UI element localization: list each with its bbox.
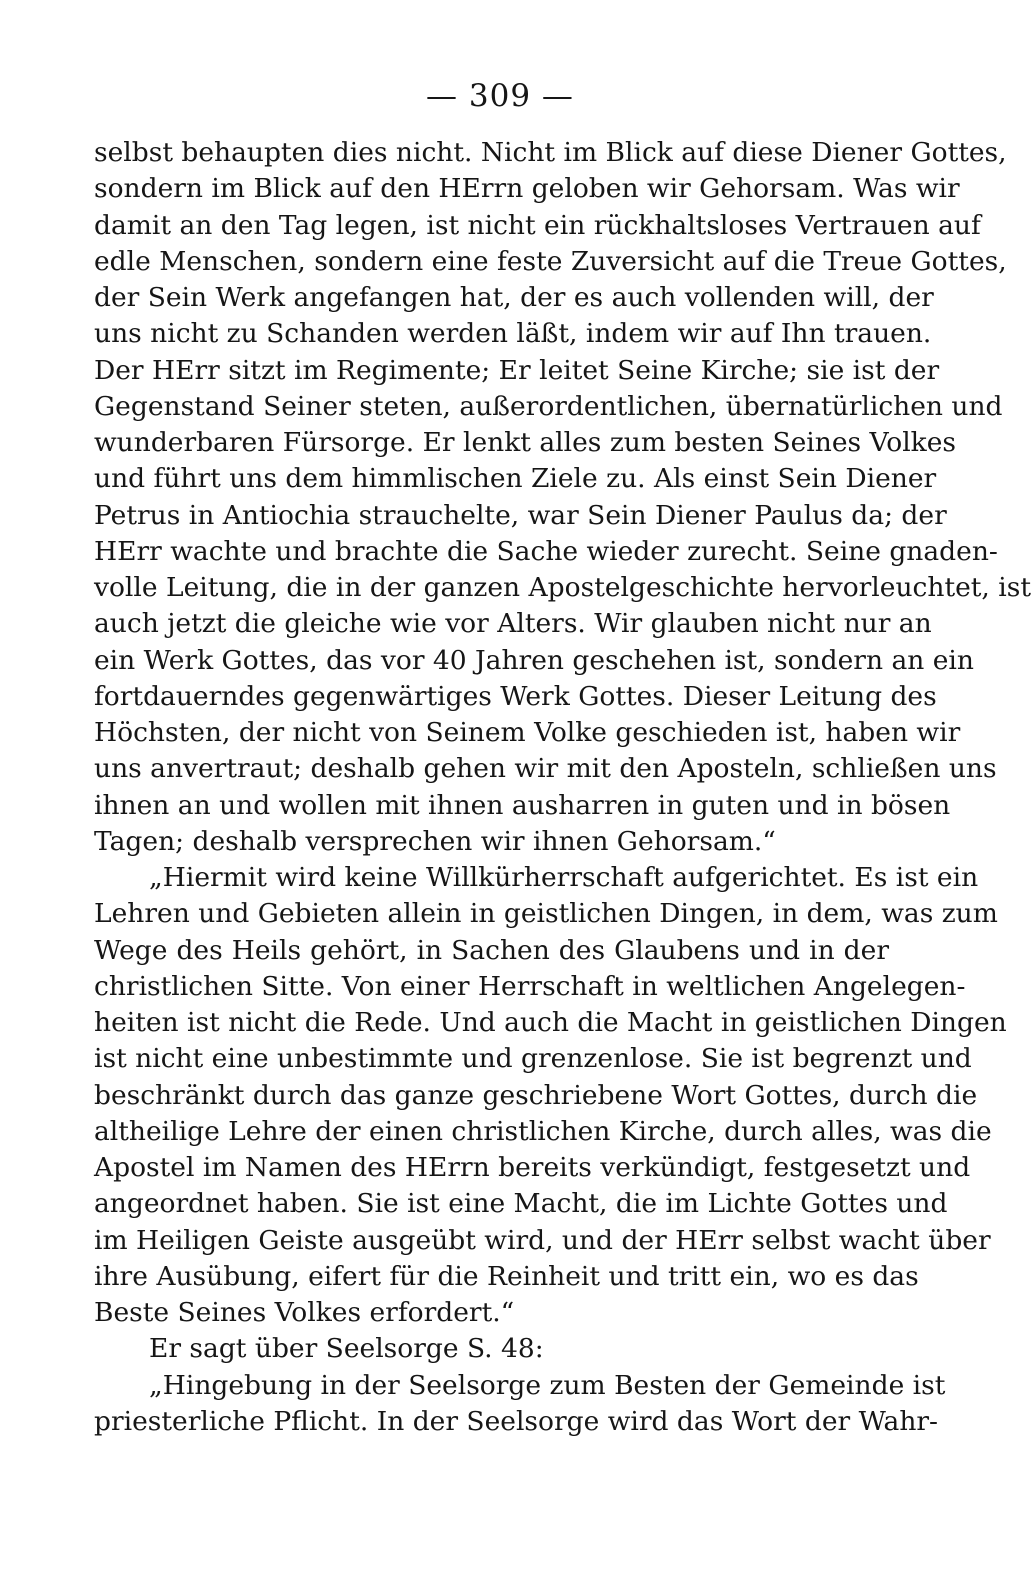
text-line: heiten ist nicht die Rede. Und auch die Macht in geistlichen Dingen	[94, 1007, 1007, 1038]
text-line: Tagen; deshalb versprechen wir ihnen Gehorsam.“	[94, 825, 776, 857]
text-line: auch jetzt die gleiche wie vor Alters. Wir glauben nicht nur an	[94, 608, 932, 640]
text-line: Der HErr sitzt im Regimente; Er leitet Seine Kirche; sie ist der	[94, 354, 940, 386]
text-line: ihre Ausübung, eifert für die Reinheit und tritt ein, wo es das	[94, 1260, 919, 1292]
text-line: damit an den Tag legen, ist nicht ein rückhaltsloses Vertrauen auf	[94, 209, 981, 241]
text-line: ihnen an und wollen mit ihnen ausharren in guten und in bösen	[94, 789, 951, 821]
text-line: uns nicht zu Schanden werden läßt, indem wir auf Ihn trauen.	[94, 318, 932, 350]
text-line: Höchsten, der nicht von Seinem Volke geschieden ist, haben wir	[94, 717, 961, 748]
text-line: Gegenstand Seiner steten, außerordentlichen, übernatürlichen und	[94, 390, 1003, 422]
text-line: Wege des Heils gehört, in Sachen des Glaubens und in der	[94, 934, 889, 966]
text-line: „Hingebung in der Seelsorge zum Besten der Gemeinde ist	[149, 1369, 946, 1401]
text-line: beschränkt durch das ganze geschriebene Wort Gottes, durch die	[94, 1079, 978, 1111]
text-line: altheilige Lehre der einen christlichen Kirche, durch alles, was die	[94, 1115, 992, 1147]
text-line: edle Menschen, sondern eine feste Zuversicht auf die Treue Gottes,	[94, 245, 1007, 277]
text-line: ein Werk Gottes, das vor 40 Jahren geschehen ist, sondern an ein	[94, 644, 974, 676]
text-line: fortdauerndes gegenwärtiges Werk Gottes. Dieser Leitung des	[94, 680, 937, 712]
text-line: wunderbaren Fürsorge. Er lenkt alles zum besten Seines Volkes	[94, 427, 957, 458]
text-line: Apostel im Namen des HErrn bereits verkündigt, festgesetzt und	[94, 1152, 971, 1183]
text-line: Beste Seines Volkes erfordert.“	[94, 1297, 515, 1328]
text-line: „Hiermit wird keine Willkürherrschaft aufgerichtet. Es ist ein	[149, 862, 979, 893]
text-line: der Sein Werk angefangen hat, der es auch vollenden will, der	[94, 282, 934, 313]
text-line: HErr wachte und brachte die Sache wieder zurecht. Seine gnaden-	[94, 535, 998, 567]
text-line: angeordnet haben. Sie ist eine Macht, die im Lichte Gottes und	[94, 1188, 948, 1220]
text-line: selbst behaupten dies nicht. Nicht im Blick auf diese Diener Gottes,	[94, 137, 1007, 168]
text-line: und führt uns dem himmlischen Ziele zu. Als einst Sein Diener	[94, 463, 937, 495]
text-line: priesterliche Pflicht. In der Seelsorge wird das Wort der Wahr-	[94, 1405, 939, 1437]
text-line: Lehren und Gebieten allein in geistlichen Dingen, in dem, was zum	[94, 898, 998, 930]
text-line: Er sagt über Seelsorge S. 48:	[149, 1333, 544, 1365]
text-line: ist nicht eine unbestimmte und grenzenlose. Sie ist begrenzt und	[94, 1043, 972, 1075]
text-line: uns anvertraut; deshalb gehen wir mit den Aposteln, schließen uns	[94, 753, 997, 785]
body-text	[94, 135, 1031, 1440]
text-line: sondern im Blick auf den HErrn geloben wir Gehorsam. Was wir	[94, 173, 960, 205]
text-line: christlichen Sitte. Von einer Herrschaft in weltlichen Angelegen-	[94, 970, 966, 1002]
text-line: Petrus in Antiochia strauchelte, war Sein Diener Paulus da; der	[94, 499, 947, 531]
text-line: im Heiligen Geiste ausgeübt wird, und der HErr selbst wacht über	[94, 1224, 991, 1256]
text-line: volle Leitung, die in der ganzen Apostelgeschichte hervorleuchtet, ist	[94, 572, 1031, 603]
page-number: — 309 —	[426, 78, 574, 114]
